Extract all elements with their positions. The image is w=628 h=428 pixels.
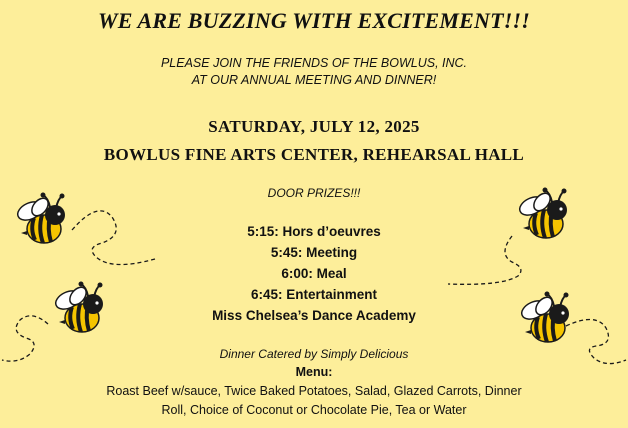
bee-icon-bottom-right xyxy=(446,288,628,378)
catering-credit: Dinner Catered by Simply Delicious xyxy=(219,347,409,361)
bee-icon-top-left xyxy=(0,185,160,275)
invite-line-2: AT OUR ANNUAL MEETING AND DINNER! xyxy=(191,73,437,87)
bee-icon-bottom-left xyxy=(0,282,130,372)
schedule-item-meeting: 5:45: Meeting xyxy=(270,245,358,260)
schedule-item-hors-doeuvres: 5:15: Hors d’oeuvres xyxy=(247,224,381,239)
schedule-item-entertainment: 6:45: Entertainment xyxy=(250,287,378,302)
headline: WE ARE BUZZING WITH EXCITEMENT!!! xyxy=(97,8,531,33)
bee-icon-top-right xyxy=(446,186,628,286)
flight-trail-icon xyxy=(72,211,155,265)
menu-line-1: Roast Beef w/sauce, Twice Baked Potatoes, Salad, Glazed Carrots, Dinner xyxy=(106,384,522,398)
event-date: SATURDAY, JULY 12, 2025 xyxy=(208,117,420,136)
menu-line-2: Roll, Choice of Coconut or Chocolate Pie, Tea or Water xyxy=(161,403,467,417)
invite-line-1: PLEASE JOIN THE FRIENDS OF THE BOWLUS, INC. xyxy=(160,56,468,70)
menu-heading: Menu: xyxy=(295,365,333,379)
flight-trail-icon xyxy=(566,319,626,363)
flight-trail-icon xyxy=(2,316,48,361)
schedule-item-meal: 6:00: Meal xyxy=(281,266,347,281)
door-prizes: DOOR PRIZES!!! xyxy=(267,186,361,200)
event-venue: BOWLUS FINE ARTS CENTER, REHEARSAL HALL xyxy=(103,145,525,164)
flight-trail-icon xyxy=(448,236,521,284)
schedule-item-dance-academy: Miss Chelsea’s Dance Academy xyxy=(212,308,416,323)
